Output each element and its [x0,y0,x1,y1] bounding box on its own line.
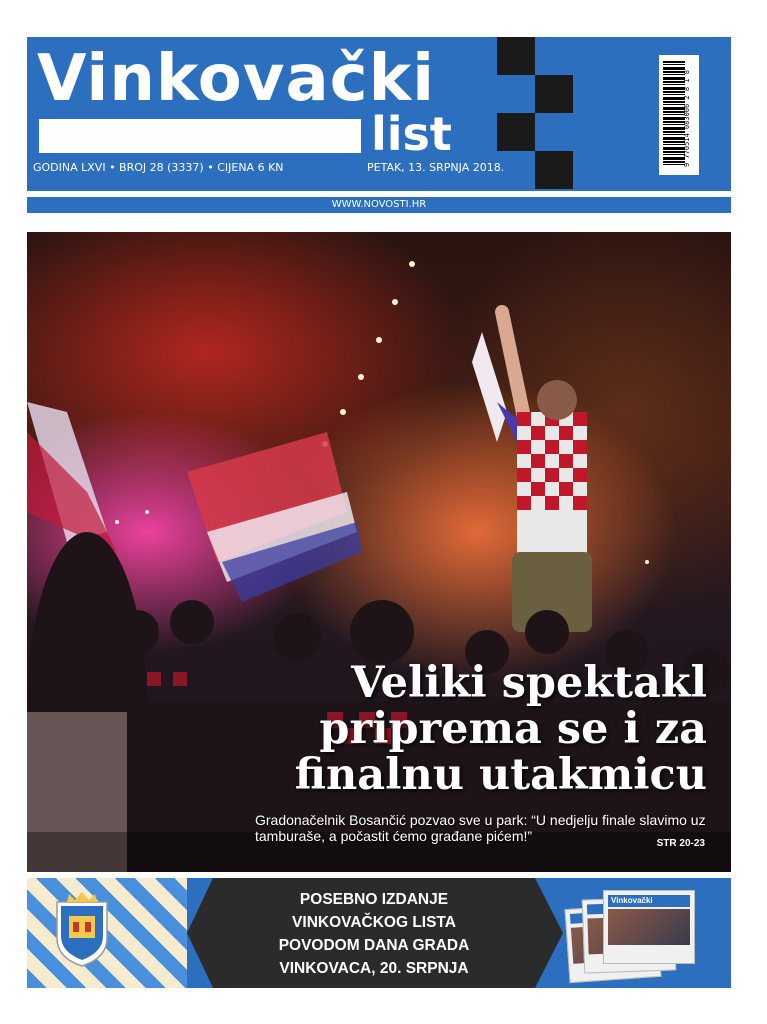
website-url[interactable]: WWW.NOVOSTI.HR [27,197,731,213]
issue-date: PETAK, 13. SRPNJA 2018. [367,161,505,174]
barcode-icon [663,61,685,167]
cover-photo [27,232,731,872]
headline-line: finalnu utakmicu [294,750,707,800]
banner-line: POSEBNO IZDANJE [299,891,449,908]
special-edition-banner[interactable] [27,878,731,988]
checker-square [497,37,535,75]
checker-square [535,75,573,113]
banner-text-panel [213,878,535,988]
newspaper-thumbnail [603,890,695,964]
banner-text [213,888,535,980]
checker-square [535,151,573,189]
issue-info: GODINA LXVI • BROJ 28 (3337) • CIJENA 6 KN [33,161,284,174]
banner-line: POVODOM DANA GRADA [278,937,470,954]
newspaper-stack [563,878,731,988]
page-reference: STR 20-23 [656,838,705,849]
cover-subhead: Gradonačelnik Bosančić pozvao sve u park: “U nedjelju finale slavimo uz tamburaše, a počastit ćemo građane pićem!” [255,812,706,844]
headline-line: priprema se i za [319,704,707,754]
barcode-number: 9 770514 083006 2 8 1 8 [683,70,691,167]
masthead [27,37,731,191]
logo-bar [39,119,361,153]
banner-line: VINKOVACA, 20. SRPNJA [279,960,469,977]
headline-line: Veliki spektakl [351,658,707,708]
banner-line: VINKOVAČKOG LISTA [292,914,456,931]
flag-pattern [27,878,187,988]
newspaper-title: Vinkovački [608,895,690,907]
logo-subtitle: list [371,107,452,161]
cover-headline[interactable] [237,660,707,798]
barcode [659,55,699,175]
city-crest-icon [53,892,111,968]
logo-title: Vinkovački [37,42,436,116]
banner-chevron-right [535,878,565,988]
checker-square [497,113,535,151]
